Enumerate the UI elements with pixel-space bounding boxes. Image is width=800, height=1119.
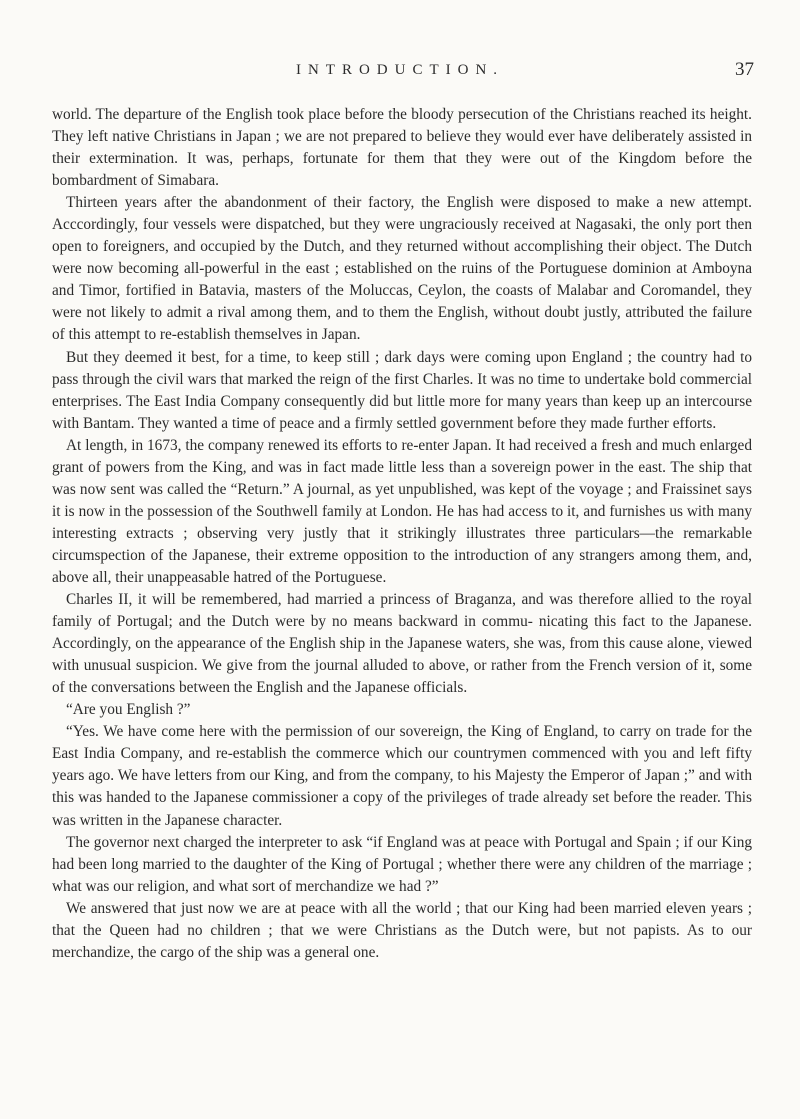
paragraph: world. The departure of the English took place before the bloody persecution of the Christians reached its height. They left native Christians in Japan ; we are not prepared to believe they would ever have deliberately assisted in their extermination. It was, perhaps, fortunate for them that they were out of the Kingdom before the bombardment of Simabara. [52, 106, 752, 190]
paragraph: Thirteen years after the abandonment of their factory, the English were disposed to make a new attempt. Acccordingly, four vessels were dispatched, but they were ungraciously received at Nagasaki, the only port then open to foreigners, and occupied by the Dutch, and they returned without accomplishing their object. The Dutch were now becoming all-powerful in the east ; established on the ruins of the Portuguese dominion at Amboyna and Timor, fortified in Batavia, masters of the Moluccas, Ceylon, the coasts of Malabar and Coromandel, they were not likely to admit a rival among them, and to them the English, without doubt justly, attributed the failure of this attempt to re-establish themselves in Japan. [52, 194, 752, 344]
paragraph: At length, in 1673, the company renewed its efforts to re-enter Japan. It had received a fresh and much enlarged grant of powers from the King, and was in fact made little less than a sovereign power in the east. The ship that was now sent was called the “Return.” A journal, as yet unpublished, was kept of the voyage ; and Fraissinet says it is now in the possession of the Southwell family at London. He has had access to it, and furnishes us with many interesting extracts ; observing very justly that it strikingly illustrates three particulars—the remarkable circumspection of the Japanese, their extreme opposition to the introduction of any strangers among them, and, above all, their unappeasable hatred of the Portuguese. [52, 436, 752, 586]
paragraph: Charles II, it will be remembered, had married a princess of Braganza, and was therefore allied to the royal family of Portugal; and the Dutch were by no means backward in commu- nicating this fact to the Japanese. Accordingly, on the appearance of the English ship in the Japanese waters, she was, from this cause alone, viewed with unusual suspicion. We give from the journal alluded to above, or rather from the French version of it, some of the conversations between the English and the Japanese officials. [52, 591, 752, 697]
paragraph: We answered that just now we are at peace with all the world ; that our King had been married eleven years ; that the Queen had no children ; that we were Christians as the Dutch were, but not papists. As to our merchandize, the cargo of the ship was a general one. [52, 899, 752, 961]
page-number: 37 [735, 59, 754, 80]
paragraph: “Are you English ?” [66, 701, 191, 719]
page-header [0, 59, 800, 86]
paragraph: But they deemed it best, for a time, to keep still ; dark days were coming upon England ; the country had to pass through the civil wars that marked the reign of the first Charles. It was no time to undertake bold commercial enterprises. The East India Company consequently did but little more for many years than keep up an intercourse with Bantam. They wanted a time of peace and a firmly settled government before they made further efforts. [52, 348, 752, 432]
body-text [52, 104, 752, 964]
paragraph: “Yes. We have come here with the permission of our sovereign, the King of England, to carry on trade for the East India Company, and re-establish the commerce which our countrymen commenced with you and left fifty years ago. We have letters from our King, and from the company, to his Majesty the Emperor of Japan ;” and with this was handed to the Japanese commissioner a copy of the privileges of trade already set before the reader. This was written in the Japanese character. [52, 723, 752, 829]
running-head: INTRODUCTION. [295, 62, 505, 78]
paragraph: The governor next charged the interpreter to ask “if England was at peace with Portugal and Spain ; if our King had been long married to the daughter of the King of Portugal ; whether there were any children of the marriage ; what was our religion, and what sort of merchandize we had ?” [52, 833, 752, 895]
